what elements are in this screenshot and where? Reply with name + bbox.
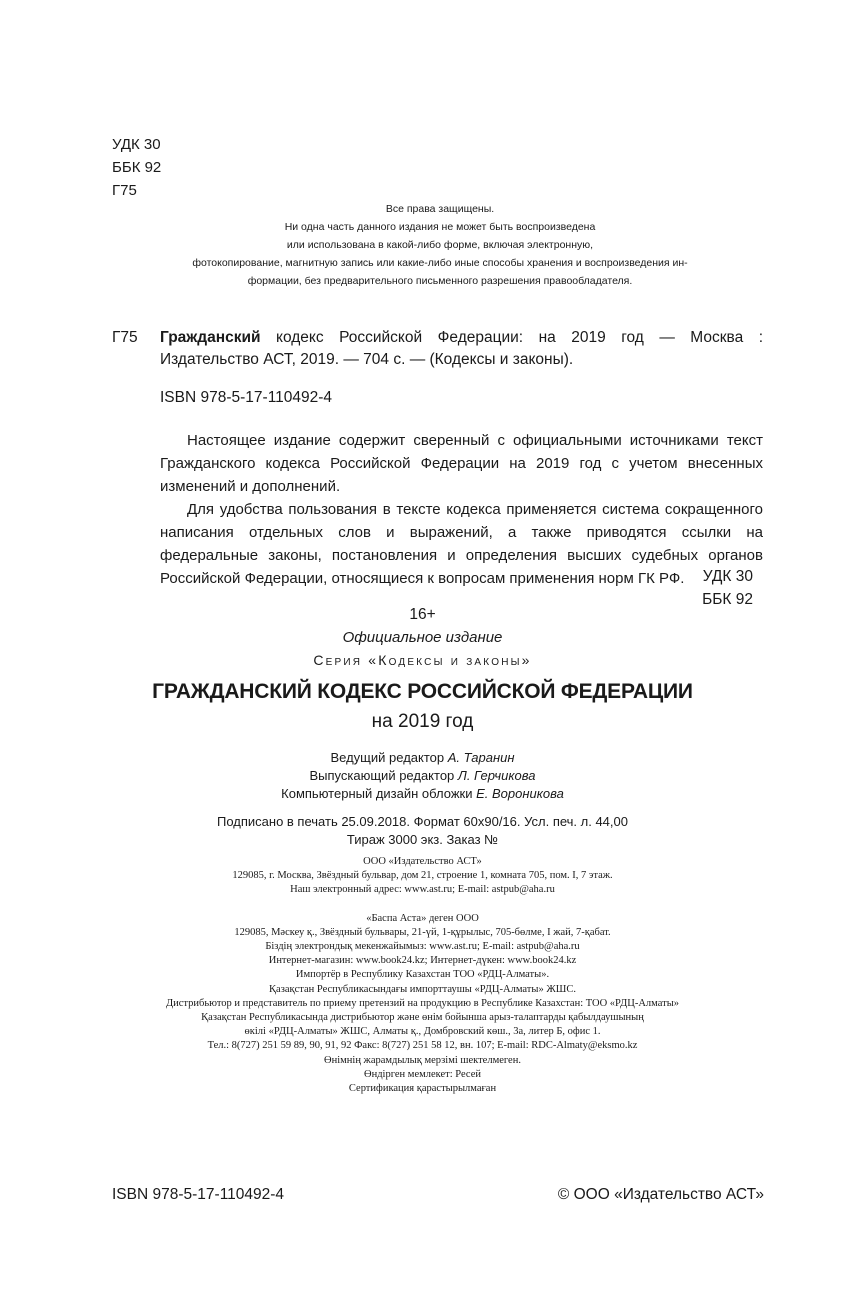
publisher-line: 129085, г. Москва, Звёздный бульвар, дом 21, строение 1, комната 705, пом. I, 7 этаж. — [232, 870, 613, 882]
official-edition-label: Официальное издание — [342, 629, 503, 646]
publisher-line: Дистрибьютор и представитель по приему претензий на продукцию в Республике Казахстан: ТОО «РДЦ-Алматы» — [165, 997, 680, 1009]
publisher-line: Өндірген мемлекет: Ресей — [364, 1068, 481, 1080]
credit-line — [0, 749, 845, 767]
credit-name: Л. Герчикова — [457, 768, 536, 783]
credit-role: Компьютерный дизайн обложки — [281, 786, 477, 801]
spacer — [0, 898, 845, 912]
publisher-line: Сертификация қарастырылмаған — [348, 1083, 497, 1095]
print-run: Тираж 3000 экз. Заказ № — [346, 832, 499, 847]
publisher-line: Интернет-магазин: www.book24.kz; Интернет-дүкен: www.book24.kz — [268, 955, 577, 967]
publisher-line: Тел.: 8(727) 251 59 89, 90, 91, 92 Факс: 8(727) 251 58 12, вн. 107; E-mail: RDC-Almaty@eksmo.kz — [207, 1040, 638, 1052]
biblio-title-bold: Гражданский — [160, 329, 261, 346]
udk-code: УДК 30 — [702, 568, 753, 585]
publisher-line: 129085, Мәскеу қ., Звёздный бульвары, 21-үй, 1-құрылыс, 705-бөлме, I жай, 7-қабат. — [234, 926, 611, 938]
book-subtitle: на 2019 год — [371, 711, 474, 732]
credit-role: Ведущий редактор — [330, 750, 448, 765]
publisher-line: Импортёр в Республику Казахстан ТОО «РДЦ-Алматы». — [295, 969, 550, 981]
publisher-line: ООО «Издательство АСТ» — [363, 856, 482, 867]
biblio-description: кодекс Российской Федерации: на 2019 год — Москва : Издательство АСТ, 2019. — 704 с. — (Кодексы и законы). — [160, 329, 763, 368]
print-info: Подписано в печать 25.09.2018. Формат 60x90/16. Усл. печ. л. 44,00 — [216, 814, 628, 829]
publisher-line: «Баспа Аста» деген ООО — [366, 912, 479, 924]
credit-line — [0, 767, 845, 785]
biblio-author-mark: Г75 — [112, 329, 138, 346]
publisher-line: Біздің электрондық мекенжайымыз: www.ast.ru; E-mail: astpub@aha.ru — [265, 941, 580, 953]
credit-role: Выпускающий редактор — [309, 768, 458, 783]
rights-line: фотокопирование, магнитную запись или какие-либо иные способы хранения и воспроизведения ин- — [192, 257, 688, 269]
annotation-paragraph: Для удобства пользования в тексте кодекса применяется система сокращенного написания отдельных слов и выражений, а также приводятся ссылки на федеральные законы, постановления и определения высших судебных органов Российской Федерации, относящиеся к вопросам применения норм ГК РФ. — [160, 501, 763, 587]
bbk-code: ББК 92 — [702, 591, 753, 608]
publisher-line: өкілі «РДЦ-Алматы» ЖШС, Алматы қ., Домбровский көш., 3а, литер Б, офис 1. — [244, 1026, 601, 1038]
credit-name: Е. Вороникова — [476, 786, 564, 801]
footer-copyright: © ООО «Издательство АСТ» — [557, 1186, 764, 1203]
annotation-paragraph: Настоящее издание содержит сверенный с официальными источниками текст Гражданского кодекса Российской Федерации на 2019 год с учетом внесенных изменений и дополнений. — [160, 432, 763, 495]
rights-line: или использована в какой-либо форме, включая электронную, — [286, 239, 594, 251]
rights-line: Ни одна часть данного издания не может быть воспроизведена — [284, 221, 596, 233]
imprint — [0, 603, 845, 849]
footer-isbn: ISBN 978-5-17-110492-4 — [112, 1186, 285, 1203]
bbk-code: ББК 92 — [112, 159, 162, 176]
udk-code: УДК 30 — [112, 136, 161, 153]
credit-line — [0, 785, 845, 803]
age-rating: 16+ — [409, 606, 436, 623]
publisher-line: Наш электронный адрес: www.ast.ru; E-mail: astpub@aha.ru — [290, 884, 555, 896]
isbn: ISBN 978-5-17-110492-4 — [160, 389, 333, 406]
rights-line: формации, без предварительного письменного разрешения правообладателя. — [247, 275, 633, 287]
author-mark: Г75 — [112, 182, 137, 199]
series-label: Серия «Кодексы и законы» — [313, 652, 532, 668]
rights-line: Все права защищены. — [385, 203, 495, 215]
rights-notice — [160, 200, 720, 290]
book-title: ГРАЖДАНСКИЙ КОДЕКС РОССИЙСКОЙ ФЕДЕРАЦИИ — [152, 680, 693, 703]
classification-codes — [112, 133, 161, 202]
bibliographic-record — [160, 327, 763, 371]
publisher-line: Қазақстан Республикасында дистрибьютор және өнім бойынша арыз-талаптарды қабылдаушының — [201, 1012, 644, 1024]
publisher-line: Қазақстан Республикасындағы импорттаушы «РДЦ-Алматы» ЖШС. — [269, 983, 576, 995]
publisher-info — [0, 855, 845, 1096]
publisher-line: Өнімнің жарамдылық мерзімі шектелмеген. — [324, 1054, 521, 1066]
credit-name: А. Таранин — [447, 750, 515, 765]
